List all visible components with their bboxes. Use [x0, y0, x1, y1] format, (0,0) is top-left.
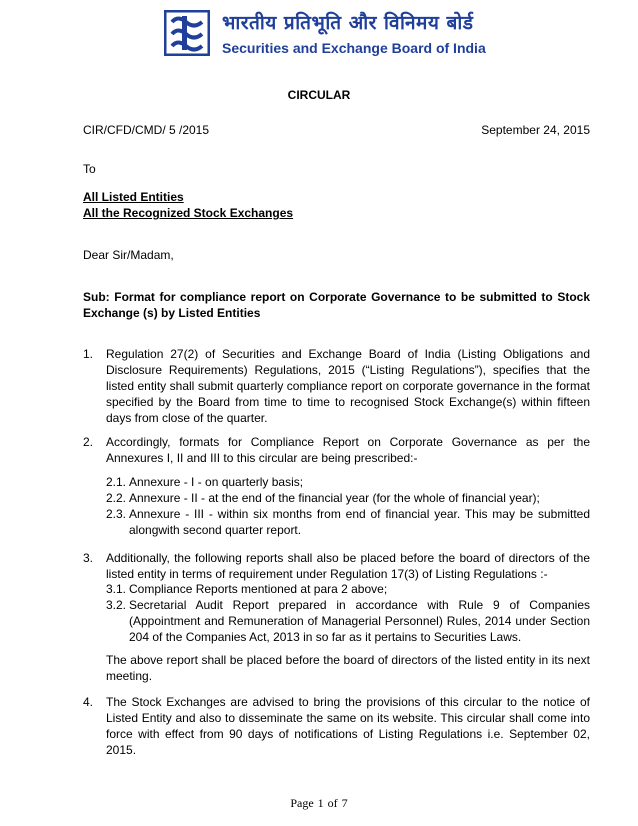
- item-number: 2.2.: [106, 491, 127, 505]
- item-text: Secretarial Audit Report prepared in accordance with Rule 9 of Companies (Appointment and Remuneration of Managerial Personnel) Rules, 2014 under Section 204 of the Companies Act, 2013 in so far as it pertains to Securities Laws.: [129, 598, 590, 644]
- paragraph-number: 1.: [83, 347, 94, 361]
- addressee-listed-entities: All Listed Entities: [83, 190, 184, 204]
- paragraph-number: 4.: [83, 695, 94, 709]
- subject-line: Sub: Format for compliance report on Corporate Governance to be submitted to Stock Exchange (s) by Listed Entities: [83, 290, 590, 320]
- item-number: 2.1.: [106, 475, 127, 489]
- paragraph-text: Accordingly, formats for Compliance Report on Corporate Governance as per the Annexures I, II and III to this circular are being prescribed:-: [106, 435, 590, 465]
- salutation: Dear Sir/Madam,: [83, 248, 174, 262]
- of-label: of: [327, 796, 338, 810]
- paragraph-1: [83, 346, 590, 426]
- org-name-hindi: भारतीय प्रतिभूति और विनिमय बोर्ड: [222, 12, 474, 34]
- to-label: To: [83, 162, 96, 176]
- paragraph-3-note: [83, 652, 590, 684]
- annexure-item-3: [106, 506, 590, 538]
- report-item-1: [106, 581, 590, 597]
- page-current: 1: [317, 796, 324, 810]
- page-footer: [0, 796, 638, 811]
- paragraph-text: The Stock Exchanges are advised to bring the provisions of this circular to the notice of Listed Entity and also to disseminate the same on its website. This circular shall come into force with effect from 90 days of notifications of Listing Regulations i.e. September 02, 2015.: [106, 695, 590, 757]
- circular-reference: CIR/CFD/CMD/ 5 /2015: [83, 123, 210, 137]
- paragraph-3: [83, 550, 590, 582]
- paragraph-text: Additionally, the following reports shall also be placed before the board of directors of the listed entity in terms of requirement under Regulation 17(3) of Listing Regulations :-: [106, 551, 590, 581]
- sebi-logo: [164, 10, 210, 56]
- addressee-stock-exchanges: All the Recognized Stock Exchanges: [83, 206, 294, 220]
- circular-date: September 24, 2015: [481, 123, 590, 137]
- item-number: 2.3.: [106, 507, 127, 521]
- item-text: Annexure - I - on quarterly basis;: [129, 475, 304, 489]
- item-number: 3.2.: [106, 598, 127, 612]
- paragraph-number: 2.: [83, 435, 94, 449]
- org-name-english: Securities and Exchange Board of India: [222, 40, 486, 56]
- page-total: 7: [341, 796, 348, 810]
- annexure-item-2: [106, 490, 590, 506]
- item-text: Compliance Reports mentioned at para 2 above;: [129, 582, 388, 596]
- report-item-2: [106, 597, 590, 645]
- paragraph-number: 3.: [83, 551, 94, 565]
- paragraph-2: [83, 434, 590, 466]
- document-title: CIRCULAR: [287, 88, 351, 102]
- page-label: Page: [290, 796, 314, 810]
- item-text: Annexure - II - at the end of the financial year (for the whole of financial year);: [129, 491, 540, 505]
- annexure-item-1: [106, 474, 590, 490]
- paragraph-4: [83, 694, 590, 758]
- item-text: Annexure - III - within six months from end of financial year. This may be submitted alongwith second quarter report.: [129, 507, 590, 537]
- paragraph-text: Regulation 27(2) of Securities and Exchange Board of India (Listing Obligations and Disclosure Requirements) Regulations, 2015 (“Listing Regulations”), specifies that the listed entity shall submit quarterly compliance report on corporate governance in the format specified by the Board from time to time to recognised Stock Exchange(s) within fifteen days from close of the quarter.: [106, 347, 590, 425]
- paragraph-text: The above report shall be placed before the board of directors of the listed entity in its next meeting.: [106, 653, 590, 683]
- item-number: 3.1.: [106, 582, 127, 596]
